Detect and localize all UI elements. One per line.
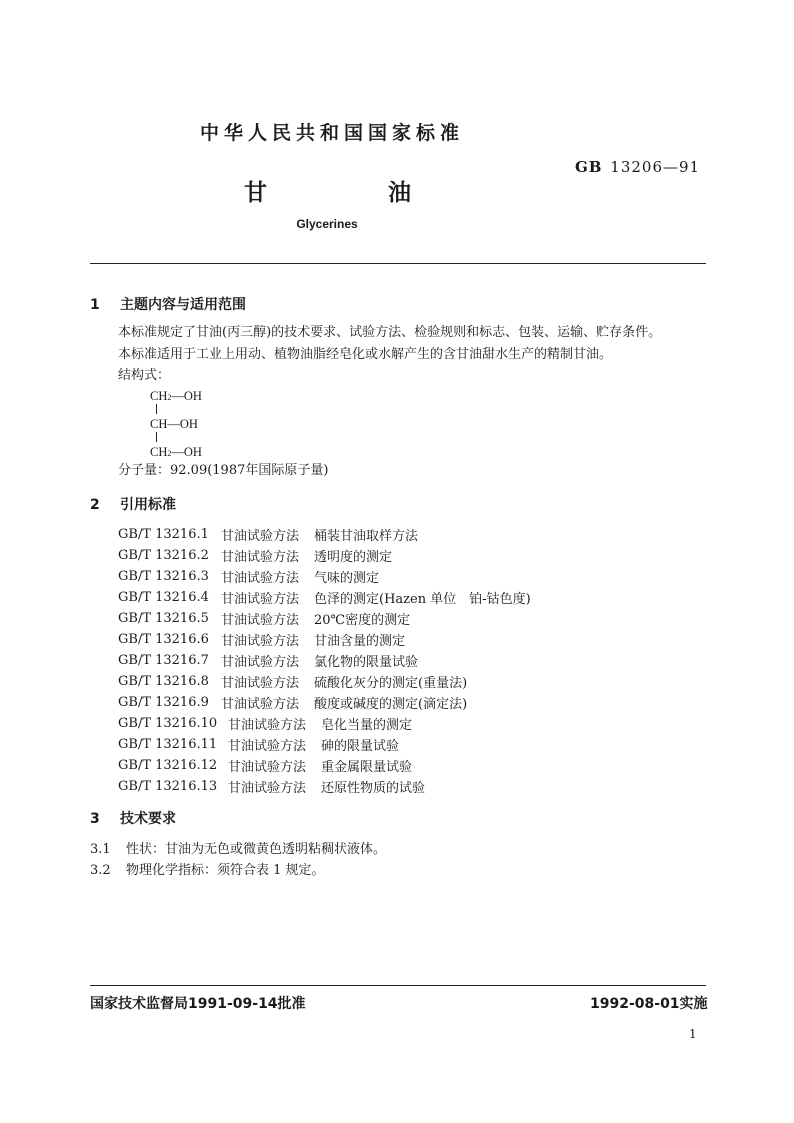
clause-3-1-text: 性状：甘油为无色或微黄色透明粘稠状液体。 [126, 842, 387, 857]
section-3-heading [90, 808, 176, 828]
reference-category: 甘油试验方法 [221, 571, 300, 586]
reference-category: 甘油试验方法 [228, 718, 307, 733]
reference-code: GB/T 13216.5 [118, 611, 209, 626]
document-title-char-1: 甘 [244, 180, 267, 206]
formula-bond-1 [156, 404, 157, 414]
formula-line-2: CH—OH [150, 417, 198, 431]
formula-line-1-b: —OH [171, 389, 202, 403]
formula-line-1-sub: 2 [167, 393, 172, 402]
formula-line-3-sub: 2 [167, 449, 172, 458]
section-2-number: 2 [90, 497, 100, 513]
molecular-weight: 分子量：92.09(1987年国际原子量) [118, 463, 329, 478]
formula-line-3-a: CH [150, 445, 168, 459]
section-1-title: 主题内容与适用范围 [120, 297, 246, 313]
implementation-date: 1992-08-01实施 [590, 996, 708, 1012]
reference-code: GB/T 13216.12 [118, 758, 218, 773]
section-1-para-1: 本标准规定了甘油(丙三醇)的技术要求、试验方法、检验规则和标志、包装、运输、贮存条件。 [118, 325, 662, 340]
reference-code: GB/T 13216.8 [118, 674, 209, 689]
section-2-heading [90, 494, 176, 514]
reference-code: GB/T 13216.1 [118, 527, 209, 542]
reference-row [118, 671, 531, 692]
reference-title: 甘油含量的测定 [314, 634, 406, 649]
reference-title: 色泽的测定(Hazen 单位 铂-钴色度) [314, 592, 531, 607]
formula-line-3 [150, 445, 202, 461]
reference-code: GB/T 13216.9 [118, 695, 209, 710]
reference-category: 甘油试验方法 [221, 697, 300, 712]
reference-title: 透明度的测定 [314, 550, 393, 565]
code-number: 13206—91 [610, 158, 701, 176]
section-3-title: 技术要求 [120, 811, 176, 827]
reference-title: 气味的测定 [314, 571, 380, 586]
reference-code: GB/T 13216.3 [118, 569, 209, 584]
section-1-heading [90, 294, 246, 314]
reference-category: 甘油试验方法 [221, 613, 300, 628]
reference-code: GB/T 13216.7 [118, 653, 209, 668]
document-title-english: Glycerines [296, 217, 358, 231]
footer-divider [90, 985, 706, 986]
approval-statement: 国家技术监督局1991-09-14批准 [90, 996, 306, 1012]
section-1-para-2: 本标准适用于工业上用动、植物油脂经皂化或水解产生的含甘油甜水生产的精制甘油。 [118, 347, 613, 362]
reference-category: 甘油试验方法 [221, 529, 300, 544]
page-number: 1 [689, 1027, 697, 1041]
reference-category: 甘油试验方法 [228, 739, 307, 754]
reference-category: 甘油试验方法 [221, 550, 300, 565]
reference-category: 甘油试验方法 [221, 592, 300, 607]
reference-row [118, 734, 531, 755]
reference-title: 20℃密度的测定 [314, 613, 411, 628]
code-prefix: GB [575, 158, 603, 176]
formula-line-1 [150, 389, 202, 405]
reference-row [118, 608, 531, 629]
reference-row [118, 524, 531, 545]
reference-title: 重金属限量试验 [321, 760, 413, 775]
reference-title: 皂化当量的测定 [321, 718, 413, 733]
clause-3-2-number: 3.2 [90, 863, 111, 878]
clause-3-2-text: 物理化学指标：须符合表 1 规定。 [126, 863, 325, 878]
header-divider [90, 263, 706, 264]
document-title-char-2: 油 [388, 180, 411, 206]
reference-row [118, 755, 531, 776]
reference-code: GB/T 13216.6 [118, 632, 209, 647]
clause-3-1 [90, 840, 386, 860]
reference-code: GB/T 13216.13 [118, 779, 218, 794]
formula-line-3-b: —OH [171, 445, 202, 459]
standard-code [575, 158, 700, 176]
structure-label: 结构式： [118, 368, 171, 383]
standard-title: 中华人民共和国国家标准 [199, 122, 464, 144]
reference-row [118, 587, 531, 608]
reference-code: GB/T 13216.2 [118, 548, 209, 563]
reference-title: 桶装甘油取样方法 [314, 529, 419, 544]
reference-row [118, 629, 531, 650]
reference-title: 硫酸化灰分的测定(重量法) [314, 676, 468, 691]
reference-title: 还原性物质的试验 [321, 781, 426, 796]
reference-code: GB/T 13216.4 [118, 590, 209, 605]
reference-row [118, 566, 531, 587]
section-3-number: 3 [90, 811, 100, 827]
reference-category: 甘油试验方法 [221, 655, 300, 670]
clause-3-1-number: 3.1 [90, 842, 111, 857]
reference-row [118, 692, 531, 713]
reference-category: 甘油试验方法 [221, 634, 300, 649]
reference-code: GB/T 13216.10 [118, 716, 218, 731]
reference-title: 砷的限量试验 [321, 739, 400, 754]
formula-bond-2 [156, 432, 157, 442]
reference-row [118, 545, 531, 566]
reference-category: 甘油试验方法 [228, 760, 307, 775]
clause-3-2 [90, 861, 325, 881]
formula-line-1-a: CH [150, 389, 168, 403]
section-1-number: 1 [90, 297, 100, 313]
reference-title: 酸度或碱度的测定(滴定法) [314, 697, 468, 712]
section-2-title: 引用标准 [120, 497, 176, 513]
reference-category: 甘油试验方法 [221, 676, 300, 691]
reference-row [118, 650, 531, 671]
reference-title: 氯化物的限量试验 [314, 655, 419, 670]
reference-category: 甘油试验方法 [228, 781, 307, 796]
reference-row [118, 776, 531, 797]
reference-row [118, 713, 531, 734]
reference-list [118, 524, 531, 797]
reference-code: GB/T 13216.11 [118, 737, 218, 752]
